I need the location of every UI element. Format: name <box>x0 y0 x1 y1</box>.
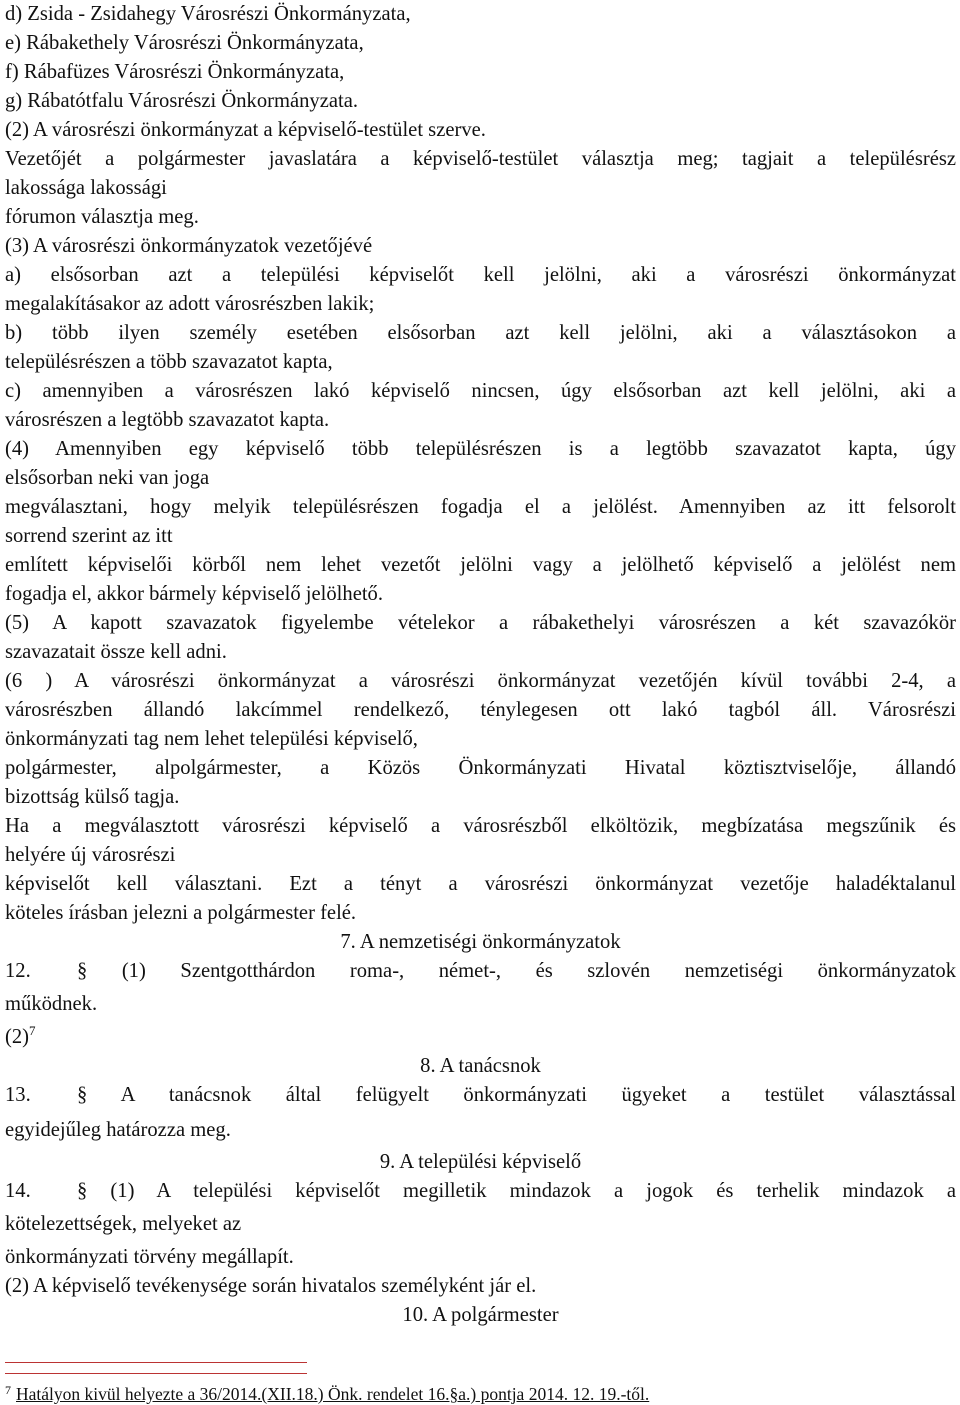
section-heading: 9. A települési képviselő <box>379 1151 582 1173</box>
paragraph-14 <box>5 1177 956 1206</box>
text-line: (2) A képviselő tevékenysége során hivatalos személyként jár el. <box>5 1275 537 1297</box>
text-line: önkormányzati tag nem lehet települési képviselő, <box>5 728 418 750</box>
text-line: sorrend szerint az itt <box>5 525 173 547</box>
text-line: kötelezettségek, melyeket az <box>5 1213 242 1235</box>
text-line: (3) A városrészi önkormányzatok vezetőjévé <box>5 235 373 257</box>
text-line: egyidejűleg határozza meg. <box>5 1119 231 1141</box>
text-line: fórumon választja meg. <box>5 206 199 228</box>
paragraph-number: 12. <box>5 960 31 982</box>
text-line: említett képviselői körből nem lehet vezetőt jelölni vagy a jelölhető képviselő a jelölést nem <box>5 554 956 576</box>
text-line: (4) Amennyiben egy képviselő több településrészen is a legtöbb szavazatot kapta, úgy <box>5 438 956 460</box>
text-line: köteles írásban jelezni a polgármester felé. <box>5 902 357 924</box>
footnote-ref: 7 <box>29 1023 36 1038</box>
text-line: a) elsősorban azt a települési képviselőt kell jelölni, aki a városrészi önkormányzat <box>5 264 956 286</box>
text-line: (6 ) A városrészi önkormányzat a városrészi önkormányzat vezetőjén kívül további 2-4, a <box>5 670 956 692</box>
paragraph-text: § A tanácsnok által felügyelt önkormányzati ügyeket a testület választással <box>77 1084 956 1106</box>
text-line: önkormányzati törvény megállapít. <box>5 1246 294 1268</box>
paragraph-number: 14. <box>5 1180 31 1202</box>
text-line: városrészen a legtöbb szavazatot kapta. <box>5 409 330 431</box>
paragraph-text: § (1) Szentgotthárdon roma-, német-, és szlovén nemzetiségi önkormányzatok <box>77 960 956 982</box>
text-line: városrészben állandó lakcímmel rendelkező, ténylegesen ott lakó tagból áll. Városrészi <box>5 699 956 721</box>
text-line <box>5 1023 956 1052</box>
footnote-mark: 7 <box>5 1383 11 1397</box>
text-line: bizottság külső tagja. <box>5 786 180 808</box>
paragraph-12 <box>5 957 956 986</box>
footnote-separator <box>5 1362 307 1363</box>
text-line: g) Rábatótfalu Városrészi Önkormányzata. <box>5 90 359 112</box>
text-line: b) több ilyen személy esetében elsősorban azt kell jelölni, aki a választásokon a <box>5 322 956 344</box>
text-line: Ha a megválasztott városrészi képviselő a városrészből elköltözik, megbízatása megszűnik és <box>5 815 956 837</box>
text-line: polgármester, alpolgármester, a Közös Önkormányzati Hivatal köztisztviselője, állandó <box>5 757 956 779</box>
text-line: településrészen a több szavazatot kapta, <box>5 351 333 373</box>
text-line: lakossága lakossági <box>5 177 167 199</box>
text-line: elsősorban neki van joga <box>5 467 210 489</box>
text-line: c) amennyiben a városrészen lakó képviselő nincsen, úgy elsősorban azt kell jelölni, aki a <box>5 380 956 402</box>
section-heading: 10. A polgármester <box>402 1304 559 1326</box>
text-line: szavazatait össze kell adni. <box>5 641 227 663</box>
subsection-label: (2) <box>5 1026 30 1048</box>
footnote-separator <box>5 1373 307 1374</box>
text-line: (2) A városrészi önkormányzat a képviselő-testület szerve. <box>5 119 486 141</box>
footnote <box>5 1379 649 1405</box>
text-line: megalakításakor az adott városrészben lakik; <box>5 293 375 315</box>
text-line: működnek. <box>5 993 98 1015</box>
text-line: e) Rábakethely Városrészi Önkormányzata, <box>5 32 364 54</box>
section-heading: 7. A nemzetiségi önkormányzatok <box>340 931 621 953</box>
footnote-text: Hatályon kivül helyezte a 36/2014.(XII.18.) Önk. rendelet 16.§a.) pontja 2014. 12. 19.-től. <box>16 1384 650 1404</box>
paragraph-text: § (1) A települési képviselőt megilletik mindazok a jogok és terhelik mindazok a <box>77 1180 956 1202</box>
text-line: képviselőt kell választani. Ezt a tényt a városrészi önkormányzat vezetője haladéktalanul <box>5 873 956 895</box>
text-line: fogadja el, akkor bármely képviselő jelölhető. <box>5 583 383 605</box>
paragraph-13 <box>5 1081 956 1110</box>
paragraph-number: 13. <box>5 1084 31 1106</box>
text-line: f) Rábafüzes Városrészi Önkormányzata, <box>5 61 345 83</box>
section-heading: 8. A tanácsnok <box>420 1055 541 1077</box>
text-line: megválasztani, hogy melyik településrészen fogadja el a jelölést. Amennyiben az itt felsorolt <box>5 496 956 518</box>
text-line: Vezetőjét a polgármester javaslatára a képviselő-testület választja meg; tagjait a településrész <box>5 148 956 170</box>
text-line: (5) A kapott szavazatok figyelembe vételekor a rábakethelyi városrészen a két szavazókör <box>5 612 956 634</box>
text-line: helyére új városrészi <box>5 844 176 866</box>
text-line: d) Zsida - Zsidahegy Városrészi Önkormányzata, <box>5 3 411 25</box>
